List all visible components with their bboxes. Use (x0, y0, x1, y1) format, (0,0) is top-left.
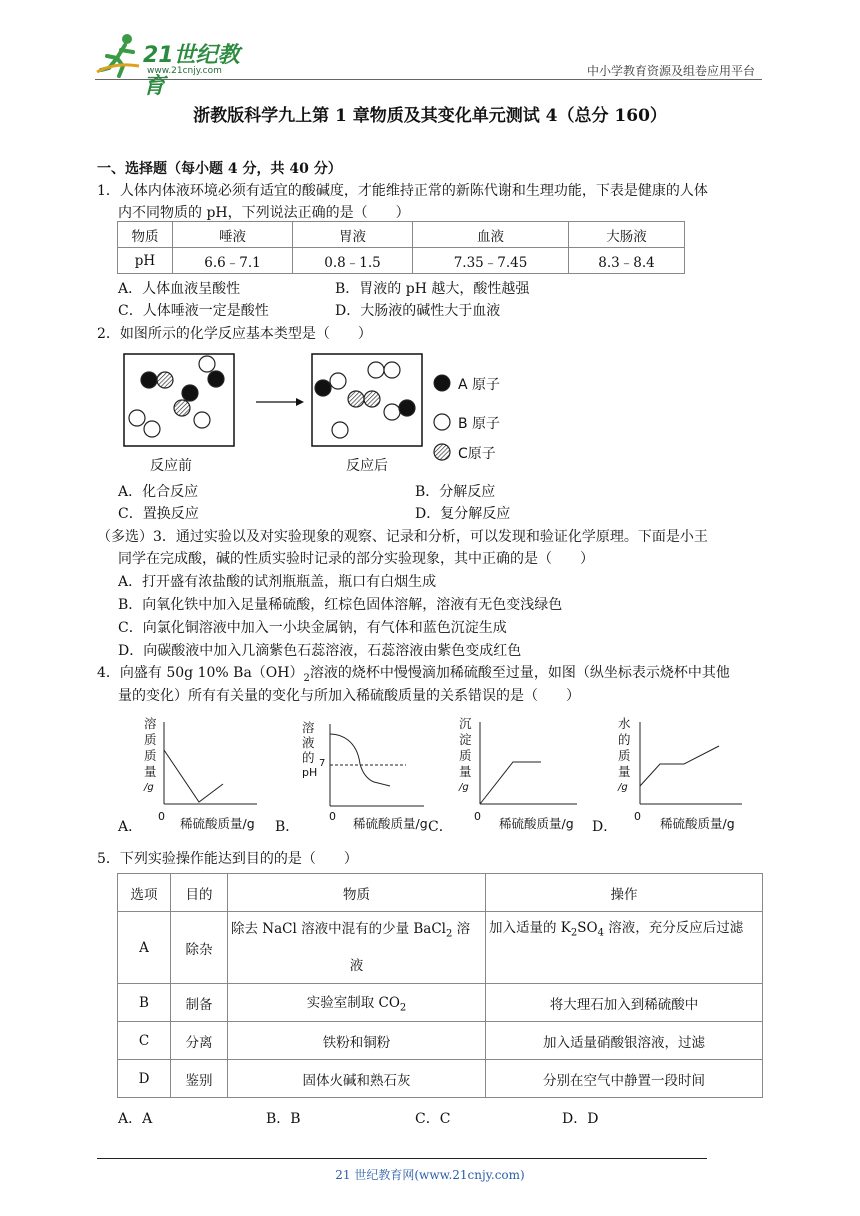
legend-c-label: C原子 (458, 446, 496, 462)
q5-table-header: 物质 (228, 874, 486, 912)
q5-table-header: 操作 (486, 874, 763, 912)
before-molecules (129, 356, 224, 437)
logo-text: 21世纪教育 (143, 43, 240, 99)
q1-table-header: 血液 (413, 222, 569, 248)
q2-option-b: B．分解反应 (415, 484, 496, 500)
graph-c-origin: 0 (474, 810, 481, 823)
q5-b-sub-text: 实验室制取 CO (306, 995, 400, 1012)
q1-table-header: 唾液 (173, 222, 293, 248)
q1-table-cell: pH (118, 248, 173, 274)
q1-stem-line1: 1．人体内体液环境必须有适宜的酸碱度，才能维持正常的新陈代谢和生理功能，下表是健康的人体 (97, 183, 708, 199)
graph-c-xlabel: 稀硫酸质量/g (499, 816, 574, 831)
q5-a-sub-subscript: 2 (446, 928, 453, 940)
graph-d-letter: D． (592, 819, 618, 835)
q4-stem-line2: 量的变化）所有有关量的变化与所加入稀硫酸质量的关系错误的是（ ） (118, 688, 580, 704)
footer-text: 21 世纪教育网(www.21cnjy.com) (335, 1168, 525, 1182)
q5-cell-goal: 鉴别 (171, 1060, 228, 1098)
q5-stem: 5．下列实验操作能达到目的的是（ ） (97, 851, 358, 867)
graph-b-origin: 0 (329, 810, 336, 823)
ylabel-char: 质 (618, 748, 631, 763)
q1-table-cell: 7.35﹣7.45 (413, 248, 569, 274)
graph-c (427, 712, 587, 834)
footer-divider (97, 1158, 707, 1159)
ylabel-char: 量 (618, 764, 631, 779)
q5-cell-operation: 将大理石加入到稀硫酸中 (486, 984, 763, 1022)
q5-a-op-text2: SO (577, 920, 598, 936)
before-label: 反应前 (150, 458, 192, 474)
q5-table-header: 目的 (171, 874, 228, 912)
after-molecules (315, 362, 415, 438)
ylabel-char: /g (144, 782, 154, 793)
q5-cell-option: B (118, 984, 171, 1022)
legend-a-label: A 原子 (458, 377, 501, 393)
q2-stem: 2．如图所示的化学反应基本类型是（ ） (97, 326, 372, 342)
graph-a-origin: 0 (158, 810, 165, 823)
q5-cell-substance: 铁粉和铜粉 (228, 1022, 486, 1060)
q5-a-op-sub1: 2 (570, 927, 578, 939)
q5-a-sub-text3: 液 (349, 958, 364, 975)
q1-table-header: 物质 (118, 222, 173, 248)
legend-b-label: B 原子 (458, 416, 501, 432)
q4-stem-part2: 溶液的烧杯中慢慢滴加稀硫酸至过量，如图（纵坐标表示烧杯中其他 (309, 665, 730, 681)
q3-option-a: A．打开盛有浓盐酸的试剂瓶瓶盖，瓶口有白烟生成 (118, 574, 437, 590)
ylabel-char: 质 (144, 732, 157, 747)
q1-table-cell: 0.8﹣1.5 (293, 248, 413, 274)
q5-cell-goal: 除杂 (171, 912, 228, 984)
q1-stem-line2: 内不同物质的 pH，下列说法正确的是（ ） (118, 205, 410, 221)
q5-option-a: A．A (118, 1111, 153, 1127)
ylabel-char: 量 (144, 764, 157, 779)
q5-a-op-text3: 溶液，充分反应后过滤 (603, 920, 744, 936)
reaction-arrow-head (296, 398, 304, 406)
q5-cell-option: A (118, 912, 171, 984)
q5-b-sub-subscript: 2 (399, 1002, 407, 1014)
header-right-text: 中小学教育资源及组卷应用平台 (586, 64, 755, 78)
legend-c-icon (434, 444, 450, 460)
graph-b-xlabel: 稀硫酸质量/g (353, 816, 428, 831)
graph-b-seven: 7 (319, 758, 326, 769)
q5-cell-operation (486, 912, 763, 984)
graph-d-xlabel: 稀硫酸质量/g (660, 816, 735, 831)
q1-option-d: D．大肠液的碱性大于血液 (335, 303, 501, 319)
ylabel-char: 溶 (144, 716, 157, 731)
q5-a-sub-text2: 溶 (452, 920, 471, 937)
ylabel-char: 淀 (459, 732, 472, 747)
graph-d-origin: 0 (634, 810, 641, 823)
q5-a-op-text1: 加入适量的 K (489, 920, 571, 936)
q3-option-d: D．向碳酸液中加入几滴紫色石蕊溶液，石蕊溶液由紫色变成红色 (118, 643, 522, 659)
graph-d (592, 712, 752, 834)
q4-stem-line1 (97, 662, 730, 684)
header-divider (95, 79, 762, 80)
q1-option-b: B．胃液的 pH 越大，酸性越强 (335, 281, 530, 297)
q2-option-c: C．置换反应 (118, 506, 199, 522)
ylabel-char: 的 (618, 732, 631, 747)
q1-table (117, 221, 685, 274)
q5-a-op-sub2: 4 (597, 927, 604, 939)
q2-option-d: D．复分解反应 (415, 506, 511, 522)
q5-table (117, 873, 763, 1098)
ylabel-char: 质 (144, 748, 157, 763)
ylabel-char: /g (459, 782, 469, 793)
q1-table-cell: 8.3﹣8.4 (569, 248, 685, 274)
q5-cell-substance (228, 984, 486, 1022)
q1-option-a: A．人体血液呈酸性 (118, 281, 241, 297)
section-heading: 一、选择题（每小题 4 分，共 40 分） (97, 161, 342, 177)
ylabel-char: 水 (618, 716, 631, 731)
graph-b (274, 712, 434, 834)
q5-cell-substance: 固体火碱和熟石灰 (228, 1060, 486, 1098)
ylabel-char: 沉 (459, 716, 472, 731)
after-label: 反应后 (346, 458, 388, 474)
q5-cell-option: C (118, 1022, 171, 1060)
logo-url: www.21cnjy.com (147, 66, 222, 76)
ylabel-char: 质 (459, 748, 472, 763)
q3-stem-line1: （多选）3．通过实验以及对实验现象的观察、记录和分析，可以发现和验证化学原理。下面是小王 (97, 529, 708, 545)
q5-cell-operation: 分别在空气中静置一段时间 (486, 1060, 763, 1098)
graph-c-letter: C． (428, 819, 453, 835)
q3-option-c: C．向氯化铜溶液中加入一小块金属钠，有气体和蓝色沉淀生成 (118, 620, 507, 636)
q5-table-header: 选项 (118, 874, 171, 912)
q5-cell-goal: 分离 (171, 1022, 228, 1060)
graph-a (117, 712, 267, 834)
ylabel-char: /g (618, 782, 628, 793)
q5-cell-option: D (118, 1060, 171, 1098)
q3-stem-line2: 同学在完成酸，碱的性质实验时记录的部分实验现象，其中正确的是（ ） (118, 551, 594, 567)
q5-a-sub-text1: 除去 NaCl 溶液中混有的少量 BaCl (231, 920, 446, 937)
q3-option-b: B．向氧化铁中加入足量稀硫酸，红棕色固体溶解，溶液有无色变浅绿色 (118, 597, 563, 613)
ylabel-char: pH (302, 766, 318, 779)
q5-option-c: C．C (415, 1111, 451, 1127)
ylabel-char: 液 (302, 735, 315, 750)
graph-b-letter: B． (275, 819, 300, 835)
ylabel-char: 的 (302, 750, 315, 765)
page-title: 浙教版科学九上第 1 章物质及其变化单元测试 4（总分 160） (193, 106, 667, 126)
q2-option-a: A．化合反应 (118, 484, 199, 500)
q1-table-cell: 6.6﹣7.1 (173, 248, 293, 274)
q5-option-d: D．D (562, 1111, 599, 1127)
graph-a-xlabel: 稀硫酸质量/g (180, 816, 255, 831)
q5-option-b: B．B (266, 1111, 301, 1127)
legend-b-icon (434, 414, 450, 430)
ylabel-char: 量 (459, 764, 472, 779)
q4-stem-part1: 4．向盛有 50g 10% Ba（OH） (97, 665, 304, 681)
legend-a-icon (434, 375, 450, 391)
q4-stem-subscript: 2 (303, 672, 310, 684)
logo (95, 32, 260, 99)
q1-table-header: 大肠液 (569, 222, 685, 248)
q5-cell-goal: 制备 (171, 984, 228, 1022)
q1-option-c: C．人体唾液一定是酸性 (118, 303, 269, 319)
q5-cell-substance (228, 912, 486, 984)
q1-table-header: 胃液 (293, 222, 413, 248)
graph-a-letter: A． (118, 819, 143, 835)
ylabel-char: 溶 (302, 720, 315, 735)
runner-logo-icon (95, 32, 143, 78)
q5-cell-operation: 加入适量硝酸银溶液，过滤 (486, 1022, 763, 1060)
